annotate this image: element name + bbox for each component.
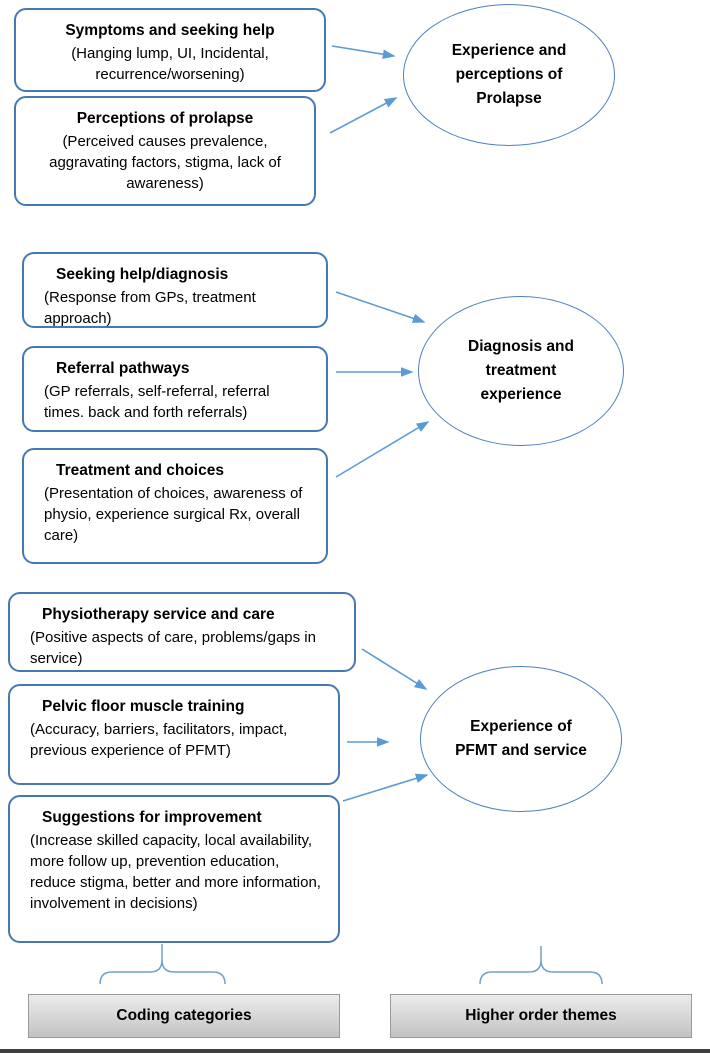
- arrow: [336, 292, 424, 322]
- arrow: [362, 649, 426, 689]
- category-box: [8, 795, 340, 943]
- arrow: [330, 98, 396, 133]
- brace-left: [100, 960, 225, 984]
- legend-higher-order-themes: Higher order themes: [390, 994, 692, 1038]
- category-title: Symptoms and seeking help: [65, 22, 275, 39]
- category-detail: (Hanging lump, UI, Incidental, recurrence/worsening): [71, 45, 269, 83]
- category-detail: (Presentation of choices, awareness of physio, experience surgical Rx, overall care): [44, 485, 303, 544]
- legend-coding-categories: Coding categories: [28, 994, 340, 1038]
- theme-label: Experience and perceptions of Prolapse: [451, 42, 567, 107]
- category-box: [8, 684, 340, 785]
- figure-bottom-border: [0, 1049, 710, 1053]
- category-detail: (Accuracy, barriers, facilitators, impact, previous experience of PFMT): [30, 721, 288, 759]
- category-box: [14, 96, 316, 206]
- category-box: [14, 8, 326, 92]
- category-box: [22, 252, 328, 328]
- category-title: Pelvic floor muscle training: [42, 698, 245, 715]
- category-box: [22, 448, 328, 564]
- category-title: Treatment and choices: [56, 462, 224, 479]
- category-title: Suggestions for improvement: [42, 809, 262, 826]
- category-title: Referral pathways: [56, 360, 190, 377]
- theme-ellipse: [403, 4, 615, 146]
- braces: [100, 944, 602, 984]
- category-box: [22, 346, 328, 432]
- theme-label: Experience of PFMT and service: [455, 718, 587, 759]
- category-title: Seeking help/diagnosis: [56, 266, 229, 283]
- category-detail: (Perceived causes prevalence, aggravating factors, stigma, lack of awareness): [49, 133, 281, 192]
- theme-ellipse: [418, 296, 624, 446]
- category-box: [8, 592, 356, 672]
- category-detail: (Positive aspects of care, problems/gaps in service): [30, 629, 316, 667]
- arrows: [330, 46, 428, 801]
- arrow: [343, 775, 427, 801]
- category-detail: (Response from GPs, treatment approach): [44, 289, 256, 327]
- category-title: Physiotherapy service and care: [42, 606, 275, 623]
- theme-label: Diagnosis and treatment experience: [468, 338, 574, 403]
- category-detail: (Increase skilled capacity, local availability, more follow up, prevention education, reduce stigma, better and more information, involvement in decisions): [30, 832, 321, 912]
- category-title: Perceptions of prolapse: [76, 110, 254, 127]
- arrow: [336, 422, 428, 477]
- brace-right: [480, 960, 602, 984]
- arrow: [332, 46, 394, 56]
- theme-ellipse: [420, 666, 622, 812]
- category-detail: (GP referrals, self-referral, referral times. back and forth referrals): [44, 383, 270, 421]
